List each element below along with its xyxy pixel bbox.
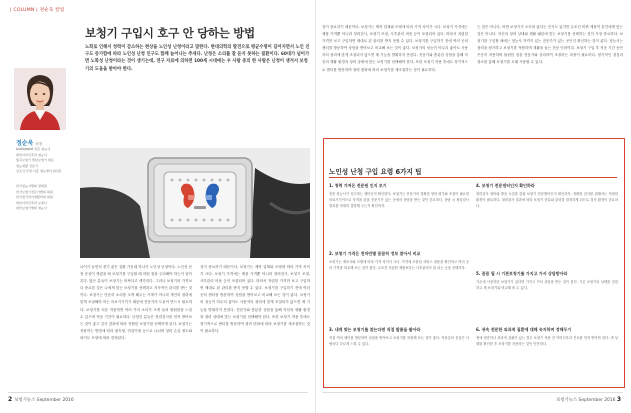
credential-item: Audiologist 전문 청능사: [16, 147, 51, 151]
author-portrait: [14, 68, 66, 130]
author-name-text: 정순욱: [16, 140, 34, 147]
folio-right-label: 보청기뉴스 September 2016: [555, 398, 616, 403]
article-title: 보청기 구입시 호구 안 당하는 방법: [85, 26, 255, 40]
body-column-1: 나이가 들면서 겪기 싫은 질환 가운데 하나가 노인성 난청이다. 노인성 난청 증상이 생겼을 때 보청기를 구입할 때 어떤 점을 주의해야 하는지 알아본다. 많은 분들이 보청기는 비싸다고 생각한다. 그러나 보청기의 가격보다 중요한 것은 나에게 맞는 보청기를 선택하고 지속적인 관리를 받는 것이다. 보청기는 단순히 소리를 크게 해주는 기계가 아니라 개인의 청력에 맞게 조절해야 하는 의료기기이기 때문에 전문가의 도움이 반드시 필요하다. 보청기를 처음 착용하면 여러 가지 소리가 크게 들려 불편함을 느낄 수 있으며 적응 기간이 필요하다. 난청인 분들은 청력검사를 먼저 받아보는 것이 좋고 검사 결과에 따라 적합한 보청기를 선택하게 된다. 보청기는 착용하는 방법에 따라 귓속형, 귀걸이형 등으로 나뉘며 청력 손실 정도와 외이도 모양에 따라 결정된다.: [80, 265, 192, 340]
tip-text-6: 귀에 염증이나 외과적 질환이 있는 경우 보청기 착용 전 이비인후과 진료를 먼저 받아야 한다. 귀 상태를 확인한 후 보청기를 착용하는 것이 안전하다.: [476, 336, 618, 347]
body-column-2: 것이 중요하기 때문이다. 보청기는 제작 업체와 모델에 따라 가격 차이가 크다. 보청기 가격에는 제품 가격뿐 아니라 청력검사, 보청기 조절, 사후관리 비용 등이 포함되어 있다. 따라서 저렴한 가격만 보고 구입하면 제대로 된 관리를 받지 못할 수 있다. 보청기를 구입하기 전에 여러 곳의 센터를 방문하여 상담을 받아보고 비교해 보는 것이 좋다. 보청기의 성능이 아무리 좋아도 사용자의 청력에 맞게 조절되지 않으면 제 기능을 발휘하지 못한다. 전문가와 충분한 상담을 통해 자신의 생활 환경과 청력 상태에 맞는 보청기를 선택해야 한다. 또한 보청기 착용 후에도 정기적으로 센터를 방문하여 청력 변화에 따라 보청기를 재조절하는 것이 필요하다.: [200, 265, 310, 333]
credential-item: 대한이비인후과 보청사: [16, 200, 47, 205]
tip-text-3: 직접 여러 센터를 방문하여 상담을 받아보고 보청기를 착용해 보는 것이 좋다. 착용감과 음질은 사람마다 다르게 느낄 수 있다.: [329, 336, 469, 347]
page-number-left: 2: [8, 396, 13, 403]
tip-text-5: 기존에 사용하던 보청기가 있다면 가지고 가서 상담을 받는 것이 좋다. 기존 보청기의 상태를 점검하고 새 보청기와 비교해 볼 수 있다.: [476, 280, 618, 291]
body-column-3: 것이 중요하기 때문이다. 보청기는 제작 업체와 모델에 따라 가격 차이가 크다. 보청기 가격에는 제품 가격뿐 아니라 청력검사, 보청기 조절, 사후관리 비용 등이 포함되어 있다. 따라서 저렴한 가격만 보고 구입하면 제대로 된 관리를 받지 못할 수 있다. 보청기를 구입하기 전에 여러 곳의 센터를 방문하여 상담을 받아보고 비교해 보는 것이 좋다. 보청기의 성능이 아무리 좋아도 사용자의 청력에 맞게 조절되지 않으면 제 기능을 발휘하지 못한다. 전문가와 충분한 상담을 통해 자신의 생활 환경과 청력 상태에 맞는 보청기를 선택해야 한다. 또한 보청기 착용 후에도 정기적으로 센터를 방문하여 청력 변화에 따라 보청기를 재조절하는 것이 필요하다.: [322, 25, 468, 72]
footer-rule-right: [322, 392, 623, 393]
tips-box: [323, 138, 625, 388]
article-lead: 노화로 인해서 청력이 감소하는 현상을 노인성 난청이라고 말한다. 현대의학의 발전으로 평균수명이 길어지면서 노인 인구도 증가함에 따라 노인성 난청 인구도 함께 늘어나는 추세다. 난청은 소리를 잘 듣지 못하는 질환이다. 60대가 넘어가면 노화성 난청이라는 것이 생기는데, 연구 자료에 의하면 100세 시대에는 우 사람 중의 한 사람은 난청이 생겨서 보청기의 도움을 받아야 한다.: [85, 45, 310, 72]
author-name: [16, 138, 42, 147]
folio-right: [556, 396, 623, 403]
column-tag: | COLUMN | 정순욱 칼럼: [10, 8, 65, 13]
tip-text-1: 전문 청능사가 상주하는 센터인지 확인한다. 보청기는 전문가의 정확한 청력 평가와 조절이 필요한 의료기기이므로 자격을 갖춘 전문가가 있는 곳에서 상담을 받는 것이 중요하다. 상담 시 청력검사 결과를 자세히 설명해 주는지 확인하자.: [329, 192, 469, 209]
credential-item: 대한이비인후과 청능사: [16, 152, 47, 157]
tip-heading-3: 3. 내게 맞는 보청기를 찾는다면 직접 발품을 팔아라: [329, 327, 421, 332]
folio-left-label: 보청기뉴스 September 2016: [14, 398, 74, 403]
tip-heading-5: 5. 꼼꼼 될 시 기본보청기를 가지고 가서 상담받아라: [476, 271, 568, 276]
body-column-4: 는 점은 아니다. 비싼 보청기가 오히려 좋다는 인식도 있지만 무조건 비싼 제품이 본인에게 맞는 것은 아니다. 자신의 청력 상태와 생활 패턴에 맞는 보청기를 선택하는 것이 가장 중요하다. 보청기를 구입할 때에는 청능사 자격이 있는 전문가가 있는 곳인지 확인하는 것이 좋다. 청능사는 청력을 평가하고 보청기를 적합하며 재활을 돕는 전문 인력이다. 보청기 구입 후 적응 기간 동안 꾸준히 착용하며 불편한 점을 전문가와 상의하여 조절하는 과정이 필요하다. 정기적인 점검과 청소를 통해 보청기를 오래 사용할 수 있다.: [477, 25, 623, 65]
credential-item: 대한보청기협회 청능사: [16, 206, 47, 211]
page-number-right: 3: [616, 396, 621, 403]
credential-item: 김포서 부천 시흥 청능센터 (본관): [16, 169, 62, 174]
tips-box-header-icon: [329, 147, 359, 163]
author-role: 원장: [35, 142, 43, 146]
credential-item: 한국청능사협회 정회원: [16, 184, 47, 188]
author-credentials-secondary: [16, 184, 76, 212]
footer-rule-left: [8, 392, 308, 393]
page-spine: [315, 0, 316, 413]
folio-left: [8, 396, 74, 403]
tip-heading-2: 2. 보청기 가격은 천차만별 꼼꼼히 정보 찾아서 비교: [329, 251, 421, 256]
credential-item: 한국보청기전문가협회 회원: [16, 189, 53, 194]
credential-item: 한국청각언어재활학회 회원: [16, 195, 53, 200]
credential-item: 청능재활 전문가: [16, 163, 38, 168]
tip-heading-1: 1. 청력 가져온 전문원 인지 보기: [329, 183, 387, 188]
hearing-aid-photo: [80, 148, 310, 258]
tip-heading-4: 4. 보청기 전문센터인지 확인하라: [476, 183, 535, 188]
credential-item: 월곡보청기 센텀보청기 대표: [16, 158, 54, 163]
tip-text-4: 청력검사 장비와 방음 시설을 갖춘 보청기 전문센터인지 확인하자. 정확한 검사를 위해서는 적절한 환경이 필요하다. 청력검사 결과에 따라 보청기 종류와 출력을 결정하게 되므로 검사 환경이 중요하다.: [476, 192, 618, 209]
tip-text-2: 보청기는 제조사와 모델에 따라 가격 차이가 크다. 가격에 포함된 서비스 내용을 확인하고 여러 곳의 가격을 비교해 보는 것이 좋다. 무조건 저렴한 제품보다는 사후관리가 잘 되는 곳을 선택하자.: [329, 260, 469, 271]
tips-box-title: 노인성 난청 구입 요령 6가지 팁: [329, 168, 422, 176]
author-credentials-primary: [16, 147, 76, 175]
tip-heading-6: 6. 귀속 전문한 외과적 질환에 대해 숙지하며 정해두기: [476, 327, 572, 332]
tips-box-divider: [329, 177, 617, 178]
